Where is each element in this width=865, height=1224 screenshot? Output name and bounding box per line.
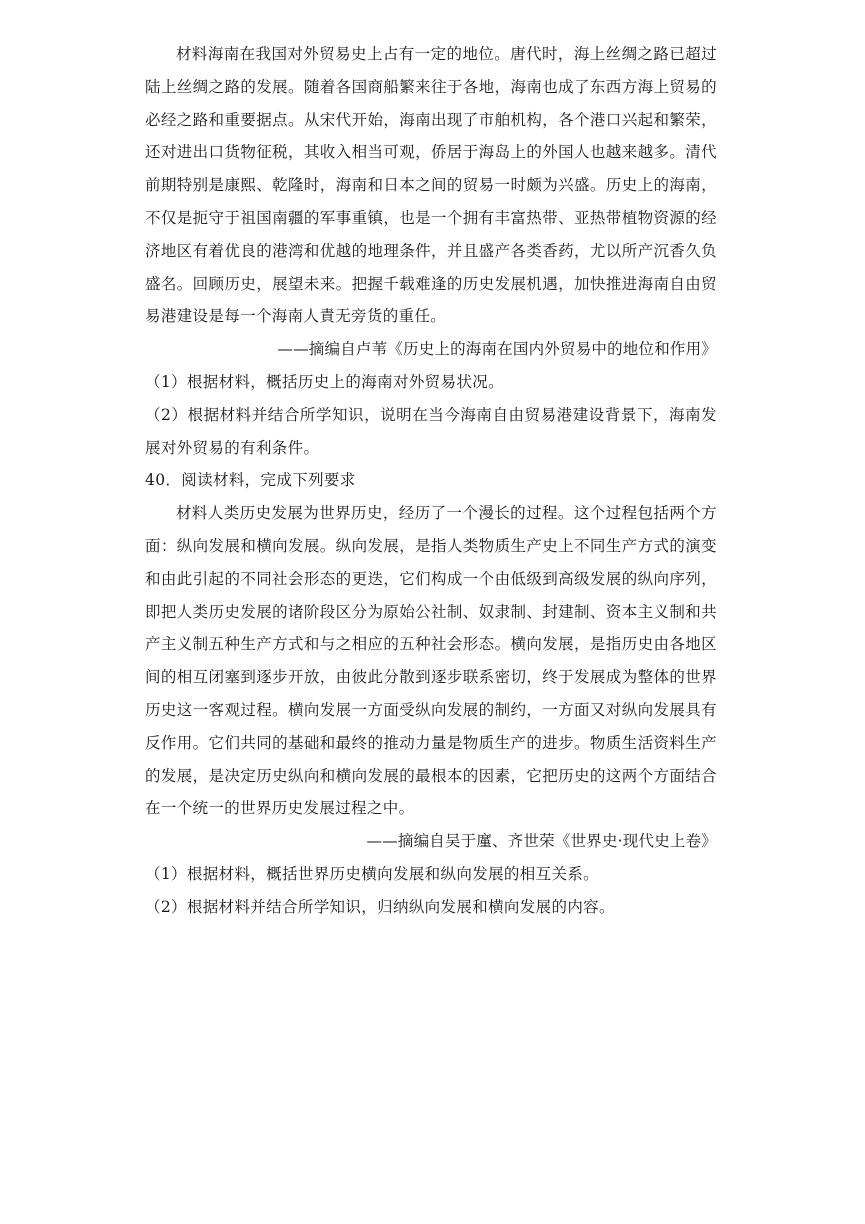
document-page (145, 38, 717, 924)
material-39-source: ——摘编自卢苇《历史上的海南在国内外贸易中的地位和作用》 (277, 340, 717, 359)
question-40-1: （1）根据材料，概括世界历史横向发展和纵向发展的相互关系。 (145, 864, 600, 883)
question-40-heading: 40．阅读材料，完成下列要求 (145, 471, 356, 490)
question-39-2: （2）根据材料并结合所学知识，说明在当今海南自由贸易港建设背景下，海南发展对外贸易的有利条件。 (145, 405, 717, 457)
material-39-paragraph: 材料海南在我国对外贸易史上占有一定的地位。唐代时，海上丝绸之路已超过陆上丝绸之路的发展。随着各国商船繁来往于各地，海南也成了东西方海上贸易的必经之路和重要据点。从宋代开始，海南出现了市舶机构，各个港口兴起和繁荣，还对进出口货物征税，其收入相当可观，侨居于海岛上的外国人也越来越多。清代前期特别是康熙、乾隆时，海南和日本之间的贸易一时颇为兴盛。历史上的海南，不仅是扼守于祖国南疆的军事重镇，也是一个拥有丰富热带、亚热带植物资源的经济地区有着优良的港湾和优越的地理条件，并且盛产各类香药，尤以所产沉香久负盛名。回顾历史，展望未来。把握千载难逢的历史发展机遇，加快推进海南自由贸易港建设是每一个海南人責无旁货的重任。 (145, 45, 717, 326)
question-39-1: （1）根据材料，概括历史上的海南对外贸易状况。 (145, 372, 504, 391)
material-40-source: ——摘编自吴于廑、齐世荣《世界史·现代史上卷》 (366, 832, 717, 851)
question-40-2: （2）根据材料并结合所学知识，归纳纵向发展和横向发展的内容。 (145, 897, 615, 916)
material-40-paragraph: 材料人类历史发展为世界历史，经历了一个漫长的过程。这个过程包括两个方面：纵向发展和横向发展。纵向发展，是指人类物质生产史上不同生产方式的演变和由此引起的不同社会形态的更迭，它们构成一个由低级到高级发展的纵向序列，即把人类历史发展的诸阶段区分为原始公社制、奴隶制、封建制、资本主义制和共产主义制五种生产方式和与之相应的五种社会形态。横向发展，是指历史由各地区间的相互闭塞到逐步开放，由彼此分散到逐步联系密切，终于发展成为整体的世界历史这一客观过程。横向发展一方面受纵向发展的制约，一方面又对纵向发展具有反作用。它们共同的基础和最终的推动力量是物质生产的进步。物质生活资料生产的发展，是决定历史纵向和横向发展的最根本的因素，它把历史的这两个方面结合在一个统一的世界历史发展过程之中。 (145, 504, 717, 818)
